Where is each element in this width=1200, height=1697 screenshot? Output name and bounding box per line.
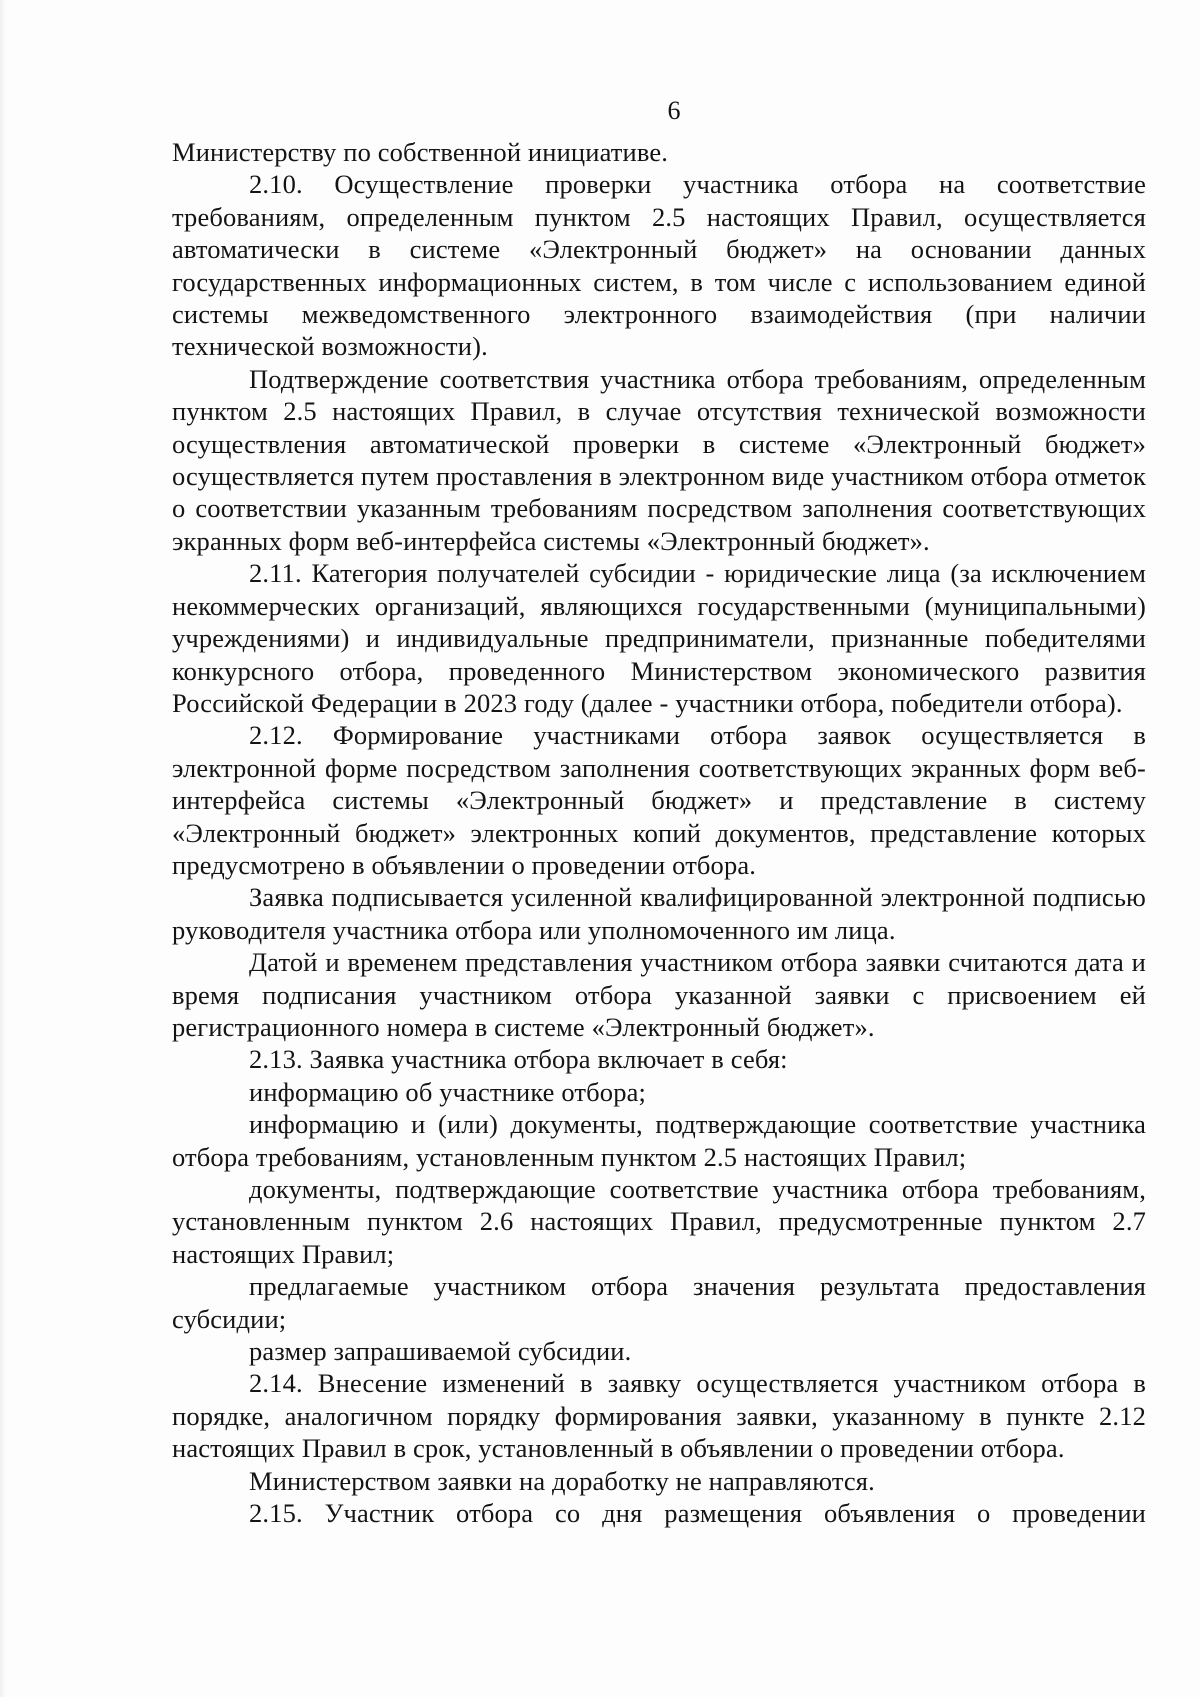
paragraph-2-14: 2.14. Внесение изменений в заявку осуществляется участником отбора в порядке, аналогичном порядку формирования заявки, указанному в пункте 2.12 настоящих Правил в срок, установленный в объявлении о проведении отбора. <box>172 1368 1146 1464</box>
paragraph-2-10: 2.10. Осуществление проверки участника отбора на соответствие требованиям, определенным пунктом 2.5 настоящих Правил, осуществляется автоматически в системе «Электронный бюджет» на основании данных государственных информационных систем, в том числе с использованием единой системы межведомственного электронного взаимодействия (при наличии технической возможности). <box>172 169 1146 362</box>
paragraph-2-12: 2.12. Формирование участниками отбора заявок осуществляется в электронной форме посредством заполнения соответствующих экранных форм веб-интерфейса системы «Электронный бюджет» и представление в систему «Электронный бюджет» электронных копий документов, представление которых предусмотрено в объявлении о проведении отбора. <box>172 720 1146 880</box>
list-item-result-values: предлагаемые участником отбора значения результата предоставления субсидии; <box>172 1271 1146 1334</box>
paragraph-2-15: 2.15. Участник отбора со дня размещения объявления о проведении <box>249 1498 1146 1529</box>
list-item-participant-info: информацию об участнике отбора; <box>249 1076 647 1107</box>
paragraph-signature: Заявка подписывается усиленной квалифицированной электронной подписью руководителя участника отбора или уполномоченного им лица. <box>172 882 1146 945</box>
paragraph-2-11: 2.11. Категория получателей субсидии - юридические лица (за исключением некоммерческих организаций, являющихся государственными (муниципальными) учреждениями) и индивидуальные предприниматели, признанные победителями конкурсного отбора, проведенного Министерством экономического развития Российской Федерации в 2023 году (далее - участники отбора, победители отбора). <box>172 558 1146 718</box>
paragraph-date-time: Датой и временем представления участником отбора заявки считаются дата и время подписания участником отбора указанной заявки с присвоением ей регистрационного номера в системе «Электронный бюджет». <box>172 947 1146 1042</box>
paragraph-no-revision: Министерством заявки на доработку не направляются. <box>249 1465 875 1496</box>
document-body <box>172 136 1146 1529</box>
list-item-compliance-2-5: информацию и (или) документы, подтверждающие соответствие участника отбора требованиям, установленным пунктом 2.5 настоящих Правил; <box>172 1109 1146 1172</box>
list-item-compliance-2-6: документы, подтверждающие соответствие участника отбора требованиям, установленным пунктом 2.6 настоящих Правил, предусмотренные пунктом 2.7 настоящих Правил; <box>172 1174 1146 1269</box>
list-item-subsidy-amount: размер запрашиваемой субсидии. <box>249 1336 632 1367</box>
paragraph-continuation: Министерству по собственной инициативе. <box>172 137 669 167</box>
paragraph-confirmation: Подтверждение соответствия участника отбора требованиям, определенным пунктом 2.5 настоящих Правил, в случае отсутствия технической возможности осуществления автоматической проверки в системе «Электронный бюджет» осуществляется путем проставления в электронном виде участником отбора отметок о соответствии указанным требованиям посредством заполнения соответствующих экранных форм веб-интерфейса системы «Электронный бюджет». <box>172 363 1146 556</box>
paragraph-2-13: 2.13. Заявка участника отбора включает в себя: <box>249 1044 788 1075</box>
page-number: 6 <box>667 96 681 125</box>
scan-edge-shadow <box>0 0 6 1697</box>
